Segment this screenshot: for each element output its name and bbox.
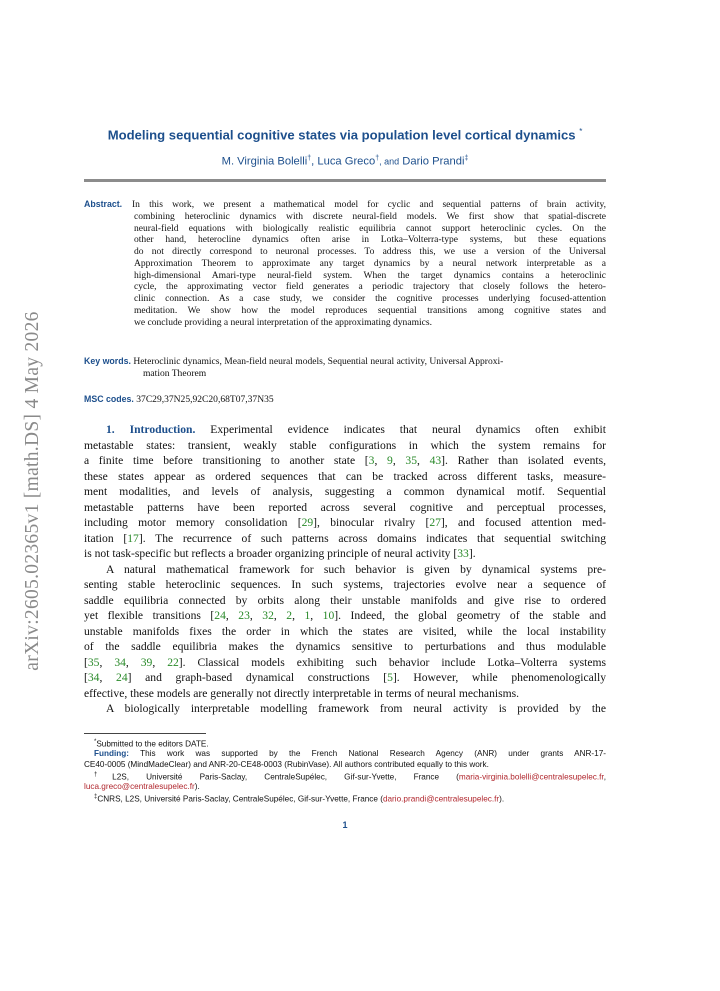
author-list bbox=[84, 155, 606, 168]
citation-link[interactable]: 39 bbox=[140, 655, 153, 669]
body-line: yet flexible transitions [24, 23, 32, 2, 1, 10]. Indeed, the global geometry of the stable and bbox=[84, 609, 607, 622]
body-line: A biologically interpretable modelling framework from neural activity is provided by the bbox=[106, 702, 606, 715]
body-line: unstable manifolds fixes the order in which the states are visited, while the local instability bbox=[84, 624, 606, 638]
body-line: A natural mathematical framework for such behavior is given by dynamical systems pre- bbox=[106, 562, 606, 576]
abstract-line: neural-field equations with biologically realistic equilibria cannot support heteroclinic cycles. On the bbox=[134, 222, 606, 234]
abstract-line: other hand, heterocline dynamics often arise in Lotka–Volterra-type systems, but these equations bbox=[134, 234, 606, 246]
body-line: effective, these models are generally not directly interpretable in terms of neural mechanisms. bbox=[84, 686, 520, 700]
body-line: metastable states: transient, weakly stable configurations in which the system remains for bbox=[84, 438, 606, 452]
footnote-text: Submitted to the editors DATE. bbox=[96, 739, 209, 749]
footnote-text: , bbox=[603, 772, 606, 782]
citation-link[interactable]: 24 bbox=[116, 671, 128, 684]
arxiv-sidebar bbox=[8, 286, 58, 696]
body-line: a finite time before transitioning to another state [3, 9, 35, 43]. Rather than isolated events, bbox=[84, 454, 607, 467]
author-greco: Luca Greco bbox=[317, 155, 376, 168]
keywords bbox=[84, 356, 606, 380]
footnote-funding bbox=[84, 748, 606, 759]
msc-label: MSC codes. bbox=[84, 394, 134, 404]
msc-codes bbox=[84, 394, 606, 405]
citation-link[interactable]: 22 bbox=[167, 655, 179, 669]
keywords-label: Key words. bbox=[84, 356, 131, 366]
citation-link[interactable]: 35 bbox=[87, 655, 100, 669]
keywords-line: mation Theorem bbox=[143, 367, 207, 379]
arxiv-identifier: arXiv:2605.02365v1 [math.DS] 4 May 2026 bbox=[22, 311, 43, 671]
citation-link[interactable]: 29 bbox=[301, 516, 314, 529]
page-number: 1 bbox=[342, 820, 348, 830]
footnote-text: ). bbox=[499, 794, 505, 804]
citation-link[interactable]: 34 bbox=[87, 671, 100, 684]
title-text: Modeling sequential cognitive states via population level cortical dynamics bbox=[107, 127, 576, 143]
citation-link[interactable]: 32 bbox=[262, 609, 274, 622]
citation-link[interactable]: 35 bbox=[405, 454, 417, 467]
email-link-bolelli[interactable]: maria-virginia.bolelli@centralesupelec.fr bbox=[458, 772, 604, 782]
abstract-label: Abstract. bbox=[84, 199, 123, 209]
abstract-line: we conclude providing a neural interpretation of the approximating dynamics. bbox=[134, 316, 432, 328]
footnote-mark: * bbox=[94, 739, 97, 745]
body-line: is not task-specific but reflects a broader organizing principle of neural activity [33]. bbox=[84, 547, 476, 560]
footnote-affiliation-2 bbox=[84, 792, 606, 805]
msc-value: 37C29,37N25,92C20,68T07,37N35 bbox=[136, 394, 274, 405]
citation-link[interactable]: 23 bbox=[238, 609, 250, 622]
footnote-affiliation-1-cont bbox=[84, 781, 606, 792]
body-line: metastable patterns have been reported across several cognitive and perceptual processes, bbox=[84, 500, 606, 514]
author-mark: ‡ bbox=[464, 155, 469, 162]
abstract-line: Approximation Theorem to approximate any target dynamics by a neural network interpretable as a bbox=[134, 257, 606, 269]
body-line: these states appear as ordered sequences that can be tracked across different tasks, measure- bbox=[84, 469, 606, 483]
citation-link[interactable]: 17 bbox=[127, 531, 139, 545]
and-word: , and bbox=[379, 156, 400, 167]
keywords-line: Heteroclinic dynamics, Mean-field neural models, Sequential neural activity, Universal Approxi- bbox=[133, 356, 504, 367]
abstract-line: high-dimensional Amari-type neural-field system. When the target dynamics contains a heteroclinic bbox=[134, 269, 606, 281]
footnote-text: CNRS, L2S, Université Paris-Saclay, CentraleSupélec, Gif-sur-Yvette, France ( bbox=[97, 794, 383, 804]
body-line: [35, 34, 39, 22]. Classical models exhibiting such behavior include Lotka–Volterra systems bbox=[84, 655, 607, 669]
footnote-rule bbox=[84, 733, 206, 734]
author-bolelli: M. Virginia Bolelli bbox=[221, 155, 308, 168]
citation-link[interactable]: 2 bbox=[286, 609, 293, 622]
email-link-greco[interactable]: luca.greco@centralesupelec.fr bbox=[84, 782, 195, 791]
body-line: 1. Introduction. Experimental evidence indicates that neural dynamics often exhibit bbox=[106, 423, 606, 436]
footnote-funding-cont: CE40-0005 (MindMadeClear) and ANR-20-CE48-0003 (RubinVase). All authors contributed equally to this work. bbox=[84, 760, 489, 769]
title-footnote-mark: * bbox=[579, 127, 583, 136]
citation-link[interactable]: 1 bbox=[304, 609, 311, 622]
funding-label: Funding: bbox=[94, 749, 130, 758]
abstract-line: meditation. We show how the model reproduces sequential transitions among cognitive states and bbox=[134, 304, 606, 316]
paper-title bbox=[84, 127, 606, 142]
abstract-line: do not directly correspond to neuronal processes. To address this, we use a version of the Universal bbox=[134, 246, 606, 257]
abstract-line: In this work, we present a mathematical model for cyclic and sequential patterns of brain activity, bbox=[132, 199, 606, 210]
section-heading: 1. Introduction. bbox=[106, 423, 211, 436]
body-line: of the saddle equilibria makes the dynamics sensitive to perturbations and thus modulable bbox=[84, 640, 606, 653]
citation-link[interactable]: 43 bbox=[429, 454, 442, 467]
body-line: senting stable heteroclinic sequences. In such systems, trajectories evolve near a sequence of bbox=[84, 578, 606, 591]
email-link-prandi[interactable]: dario.prandi@centralesupelec.fr bbox=[382, 794, 500, 804]
citation-link[interactable]: 33 bbox=[457, 547, 469, 560]
body-line: including motor memory consolidation [29], binocular rivalry [27], and focused attention med- bbox=[84, 516, 606, 529]
body-line: [34, 24] and graph-based dynamical constructions [5]. However, while phenomenologically bbox=[84, 671, 607, 684]
footnote-mark: † bbox=[94, 772, 113, 778]
author-separator: , bbox=[311, 155, 315, 168]
body-line: saddle equilibria connected by orbits along their unstable manifolds and give rise to ordered bbox=[84, 593, 606, 607]
body-line: itation [17]. The recurrence of such patterns across domains indicates that sequential switching bbox=[84, 531, 606, 545]
citation-link[interactable]: 24 bbox=[214, 609, 226, 622]
body-line: ment modalities, and levels of analysis, suggesting a common dynamical motif. Sequential bbox=[84, 485, 606, 498]
citation-link[interactable]: 3 bbox=[368, 454, 375, 467]
citation-link[interactable]: 34 bbox=[114, 655, 126, 669]
abstract-line: combining heteroclinic dynamics with discrete neural-field models. We first show that spatial-discrete bbox=[134, 210, 606, 222]
citation-link[interactable]: 27 bbox=[429, 516, 441, 529]
footnote-text: This work was supported by the French National Research Agency (ANR) under grants ANR-17- bbox=[140, 749, 606, 758]
footnote-mark: ‡ bbox=[94, 794, 98, 800]
abstract-line: cycle, the approximating vector field generates a periodic trajectory that closely follows the hetero- bbox=[134, 281, 606, 293]
abstract-line: clinic connection. As a case study, we consider the cognitive processes underlying focused-attention bbox=[134, 293, 606, 304]
footnote-text: L2S, Université Paris-Saclay, CentraleSupélec, Gif-sur-Yvette, France ( bbox=[112, 772, 459, 782]
title-rule bbox=[84, 179, 606, 182]
author-mark: † bbox=[375, 155, 380, 162]
author-mark: † bbox=[307, 155, 312, 162]
citation-link[interactable]: 5 bbox=[387, 671, 393, 684]
footnote-text: ). bbox=[194, 782, 200, 791]
citation-link[interactable]: 9 bbox=[387, 454, 393, 467]
author-prandi: Dario Prandi bbox=[402, 155, 465, 168]
citation-link[interactable]: 10 bbox=[322, 609, 335, 622]
